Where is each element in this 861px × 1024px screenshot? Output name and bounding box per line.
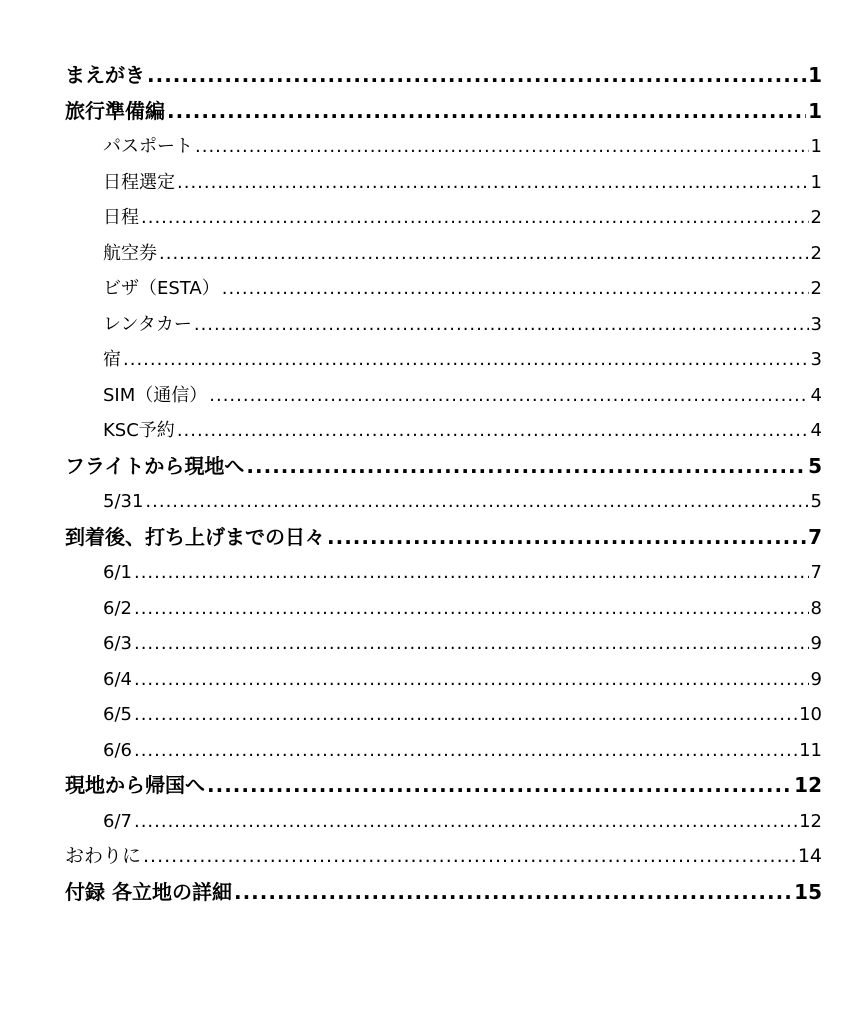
dot-leader	[143, 839, 796, 875]
dot-leader	[327, 520, 806, 556]
toc-entry-page: 9	[810, 633, 822, 654]
toc-entry-page: 1	[810, 171, 822, 193]
toc-entry-page: 2	[810, 278, 822, 299]
toc-entry[interactable]	[65, 271, 822, 307]
toc-entry[interactable]	[65, 733, 822, 769]
toc-entry[interactable]	[65, 58, 822, 94]
toc-entry-title: 6/5	[103, 704, 132, 725]
toc-entry-page: 7	[810, 562, 822, 583]
dot-leader	[134, 555, 809, 591]
dot-leader	[222, 271, 809, 307]
toc-entry-title: フライトから現地へ	[65, 453, 245, 478]
dot-leader	[123, 342, 809, 378]
toc-entry-title: まえがき	[65, 63, 145, 87]
toc-entry[interactable]	[65, 804, 822, 840]
toc-entry-page: 7	[808, 524, 822, 549]
toc-entry-title: 6/6	[103, 739, 132, 761]
toc-entry-page: 5	[808, 453, 822, 478]
toc-entry-title: 6/4	[103, 668, 132, 690]
dot-leader	[167, 94, 806, 130]
toc-entry-page: 4	[810, 384, 822, 406]
toc-entry-title: 到着後、打ち上げまでの日々	[65, 524, 325, 549]
dot-leader	[134, 804, 797, 840]
dot-leader	[234, 875, 792, 911]
toc-entry-title: 5/31	[103, 491, 144, 512]
toc-entry[interactable]	[65, 236, 822, 272]
toc-entry[interactable]	[65, 94, 822, 130]
dot-leader	[134, 662, 809, 698]
dot-leader	[177, 413, 809, 449]
toc-entry-title: パスポート	[103, 136, 193, 157]
toc-entry[interactable]	[65, 839, 822, 875]
dot-leader	[134, 591, 809, 627]
toc-entry[interactable]	[65, 449, 822, 485]
toc-entry-page: 15	[794, 879, 822, 904]
dot-leader	[246, 449, 806, 485]
toc-entry[interactable]	[65, 662, 822, 698]
toc-entry-page: 2	[810, 242, 822, 264]
toc-entry-page: 8	[810, 597, 822, 619]
toc-entry-title: ビザ（ESTA）	[103, 278, 220, 299]
toc-entry-title: 6/1	[103, 562, 132, 583]
toc-entry-title: 日程選定	[103, 171, 175, 193]
toc-entry-title: 航空券	[103, 242, 157, 264]
toc-entry-page: 3	[810, 349, 822, 370]
toc-entry-title: 6/2	[103, 597, 132, 619]
toc-entry[interactable]	[65, 200, 822, 236]
toc-entry-page: 9	[810, 668, 822, 690]
toc-entry-page: 12	[794, 773, 822, 797]
toc-entry-title: 宿	[103, 349, 121, 370]
toc-entry-title: 現地から帰国へ	[65, 773, 205, 797]
dot-leader	[194, 307, 809, 343]
dot-leader	[134, 733, 797, 769]
toc-entry-page: 10	[799, 704, 822, 725]
toc-entry-page: 1	[808, 63, 822, 87]
toc-entry[interactable]	[65, 875, 822, 911]
toc-entry-title: おわりに	[65, 845, 142, 867]
toc-entry-title: 日程	[103, 207, 139, 228]
dot-leader	[141, 200, 809, 236]
dot-leader	[134, 697, 797, 733]
toc-entry[interactable]	[65, 307, 822, 343]
toc-entry-page: 3	[810, 313, 822, 335]
toc-entry-title: 6/3	[103, 633, 132, 654]
dot-leader	[177, 165, 809, 201]
toc-entry[interactable]	[65, 626, 822, 662]
toc-entry-page: 11	[799, 739, 822, 761]
toc-entry-title: レンタカー	[103, 313, 192, 335]
toc-entry[interactable]	[65, 165, 822, 201]
toc-entry-page: 12	[799, 810, 822, 832]
toc-entry-page: 14	[797, 845, 822, 867]
toc-entry-page: 5	[810, 491, 822, 512]
table-of-contents	[65, 58, 822, 910]
dot-leader	[195, 129, 809, 165]
dot-leader	[209, 378, 808, 414]
toc-entry[interactable]	[65, 378, 822, 414]
toc-entry[interactable]	[65, 129, 822, 165]
dot-leader	[207, 768, 792, 804]
toc-entry-page: 1	[810, 136, 822, 157]
toc-entry-title: 旅行準備編	[65, 98, 165, 123]
toc-entry[interactable]	[65, 413, 822, 449]
toc-entry-title: SIM（通信）	[103, 384, 208, 406]
dot-leader	[147, 58, 806, 94]
dot-leader	[145, 484, 808, 520]
toc-entry-title: 6/7	[103, 810, 132, 832]
toc-entry[interactable]	[65, 342, 822, 378]
toc-entry-page: 1	[808, 98, 822, 123]
toc-entry[interactable]	[65, 697, 822, 733]
toc-entry-page: 2	[810, 207, 822, 228]
toc-entry[interactable]	[65, 591, 822, 627]
toc-entry-page: 4	[810, 420, 822, 441]
dot-leader	[159, 236, 809, 272]
toc-entry[interactable]	[65, 484, 822, 520]
toc-entry[interactable]	[65, 555, 822, 591]
toc-entry[interactable]	[65, 520, 822, 556]
toc-entry-title: KSC予約	[103, 420, 175, 441]
toc-entry[interactable]	[65, 768, 822, 804]
dot-leader	[134, 626, 809, 662]
toc-entry-title: 付録 各立地の詳細	[65, 879, 232, 904]
